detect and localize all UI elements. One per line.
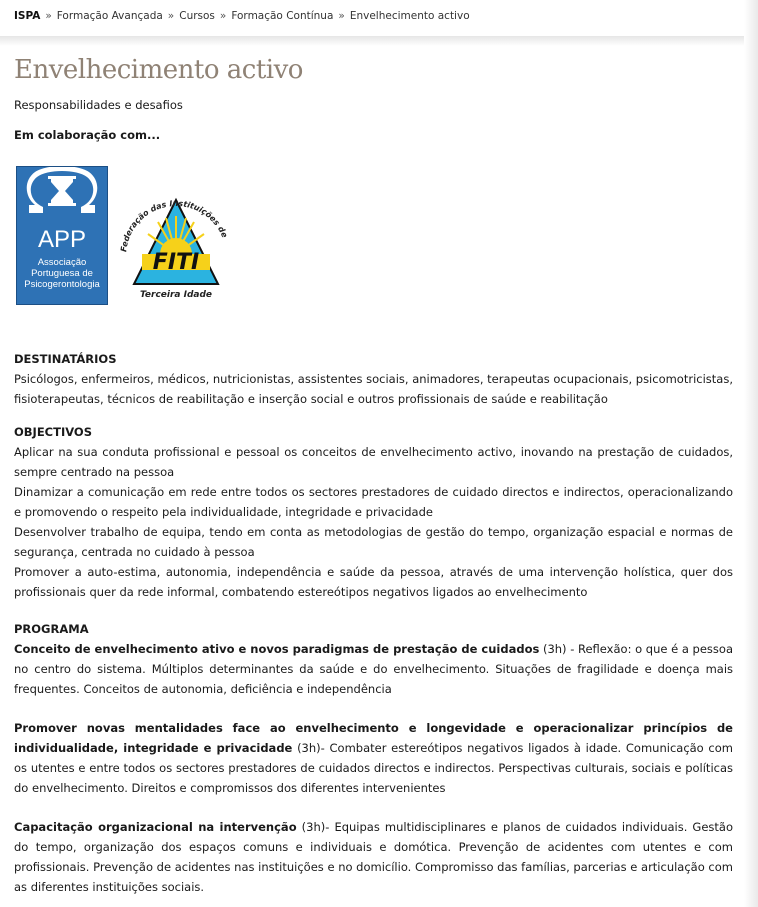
destinatarios-text: Psicólogos, enfermeiros, médicos, nutricionistas, assistentes sociais, animadores, terapeutas ocupacionais, psicomotricistas, fisioterapeutas, técnicos de reabilitação e inserção social e outros profissionais de saúde e reabilitação	[14, 372, 733, 406]
objective-item: Desenvolver trabalho de equipa, tendo em conta as metodologias de gestão do tempo, organização espacial e normas de segurança, centrada no cuidado à pessoa	[14, 525, 733, 559]
collaboration-label: Em colaboração com...	[14, 128, 161, 142]
page-subtitle: Responsabilidades e desafios	[14, 98, 183, 112]
program-module-text: (3h)- Equipas multidisciplinares e planos de cuidados individuais. Gestão do tempo, organização dos espaços comuns e individuais e domótica. Prevenção de acidentes com utentes e com profissionais. Prevenção de acidentes nas instituições e no domicílio. Compromisso das famílias, parcerias e articulação com as diferentes instituições sociais.	[14, 820, 733, 894]
breadcrumb-separator: »	[45, 10, 52, 22]
svg-text:Psicogerontologia: Psicogerontologia	[24, 279, 100, 290]
breadcrumb-current-page: Envelhecimento activo	[349, 10, 470, 22]
fiti-logo[interactable]	[114, 166, 236, 307]
section-destinatarios	[14, 350, 733, 409]
program-module	[14, 639, 733, 699]
page-title: Envelhecimento activo	[14, 55, 303, 85]
program-module-title: Promover novas mentalidades face ao envelhecimento e longevidade e operacionalizar princípios de individualidade, integridade e privacidade	[14, 721, 733, 755]
page-edge-shadow	[744, 0, 758, 907]
section-heading-objectivos: OBJECTIVOS	[14, 425, 92, 439]
objective-item: Aplicar na sua conduta profissional e pessoal os conceitos de envelhecimento activo, inovando na prestação de cuidados, sempre centrado na pessoa	[14, 445, 733, 479]
svg-text:Associação: Associação	[37, 257, 87, 268]
app-logo[interactable]	[16, 166, 108, 305]
program-module	[14, 817, 733, 897]
main-content	[14, 52, 733, 897]
partner-logos	[14, 166, 733, 307]
top-bar	[0, 0, 744, 36]
header-shadow	[0, 36, 758, 46]
breadcrumb-link-cursos[interactable]: Cursos	[179, 10, 215, 22]
section-programa	[14, 620, 733, 897]
section-objectivos	[14, 423, 733, 602]
svg-text:Terceira Idade: Terceira Idade	[139, 290, 213, 300]
svg-text:Federação das Instituições de: Federação das Instituições de	[119, 198, 230, 253]
program-module-title: Capacitação organizacional na intervenção	[14, 820, 297, 834]
breadcrumb-link-ispa[interactable]: ISPA	[14, 10, 41, 22]
program-module-title: Conceito de envelhecimento ativo e novos paradigmas de prestação de cuidados	[14, 642, 540, 656]
fiti-logo-graphic	[114, 166, 236, 307]
breadcrumb-separator: »	[219, 10, 227, 22]
breadcrumb	[14, 10, 470, 22]
svg-text:APP: APP	[37, 226, 87, 253]
app-logo-graphic	[17, 167, 107, 304]
program-module-text: (3h) - Reflexão: o que é a pessoa no centro do sistema. Múltiplos determinantes da saúde e do envelhecimento. Situações de fragilidade e doença mais frequentes. Conceitos de autonomia, deficiência e independência	[14, 642, 733, 696]
svg-text:FITI: FITI	[152, 250, 200, 275]
objective-item: Dinamizar a comunicação em rede entre todos os sectores prestadores de cuidado directos e indirectos, operacionalizando e promovendo o respeito pela individualidade, integridade e privacidade	[14, 485, 733, 519]
breadcrumb-separator: »	[338, 10, 345, 22]
svg-text:Portuguesa de: Portuguesa de	[31, 268, 93, 279]
section-heading-destinatarios: DESTINATÁRIOS	[14, 352, 117, 366]
breadcrumb-link-formacao-continua[interactable]: Formação Contínua	[231, 10, 334, 22]
breadcrumb-link-formacao-avancada[interactable]: Formação Avançada	[56, 10, 163, 22]
objective-item: Promover a auto-estima, autonomia, independência e saúde da pessoa, através de uma intervenção holística, quer dos profissionais quer da rede informal, combatendo estereótipos negativos ligados ao envelhecimento	[14, 565, 733, 599]
breadcrumb-separator: »	[167, 10, 175, 22]
program-module	[14, 718, 733, 798]
section-heading-programa: PROGRAMA	[14, 622, 89, 636]
program-module-text: (3h)- Combater estereótipos negativos ligados à idade. Comunicação com os utentes e entre todos os sectores prestadores de cuidados directos e indirectos. Perspectivas culturais, sociais e políticas do envelhecimento. Direitos e compromissos dos diferentes intervenientes	[14, 741, 733, 795]
